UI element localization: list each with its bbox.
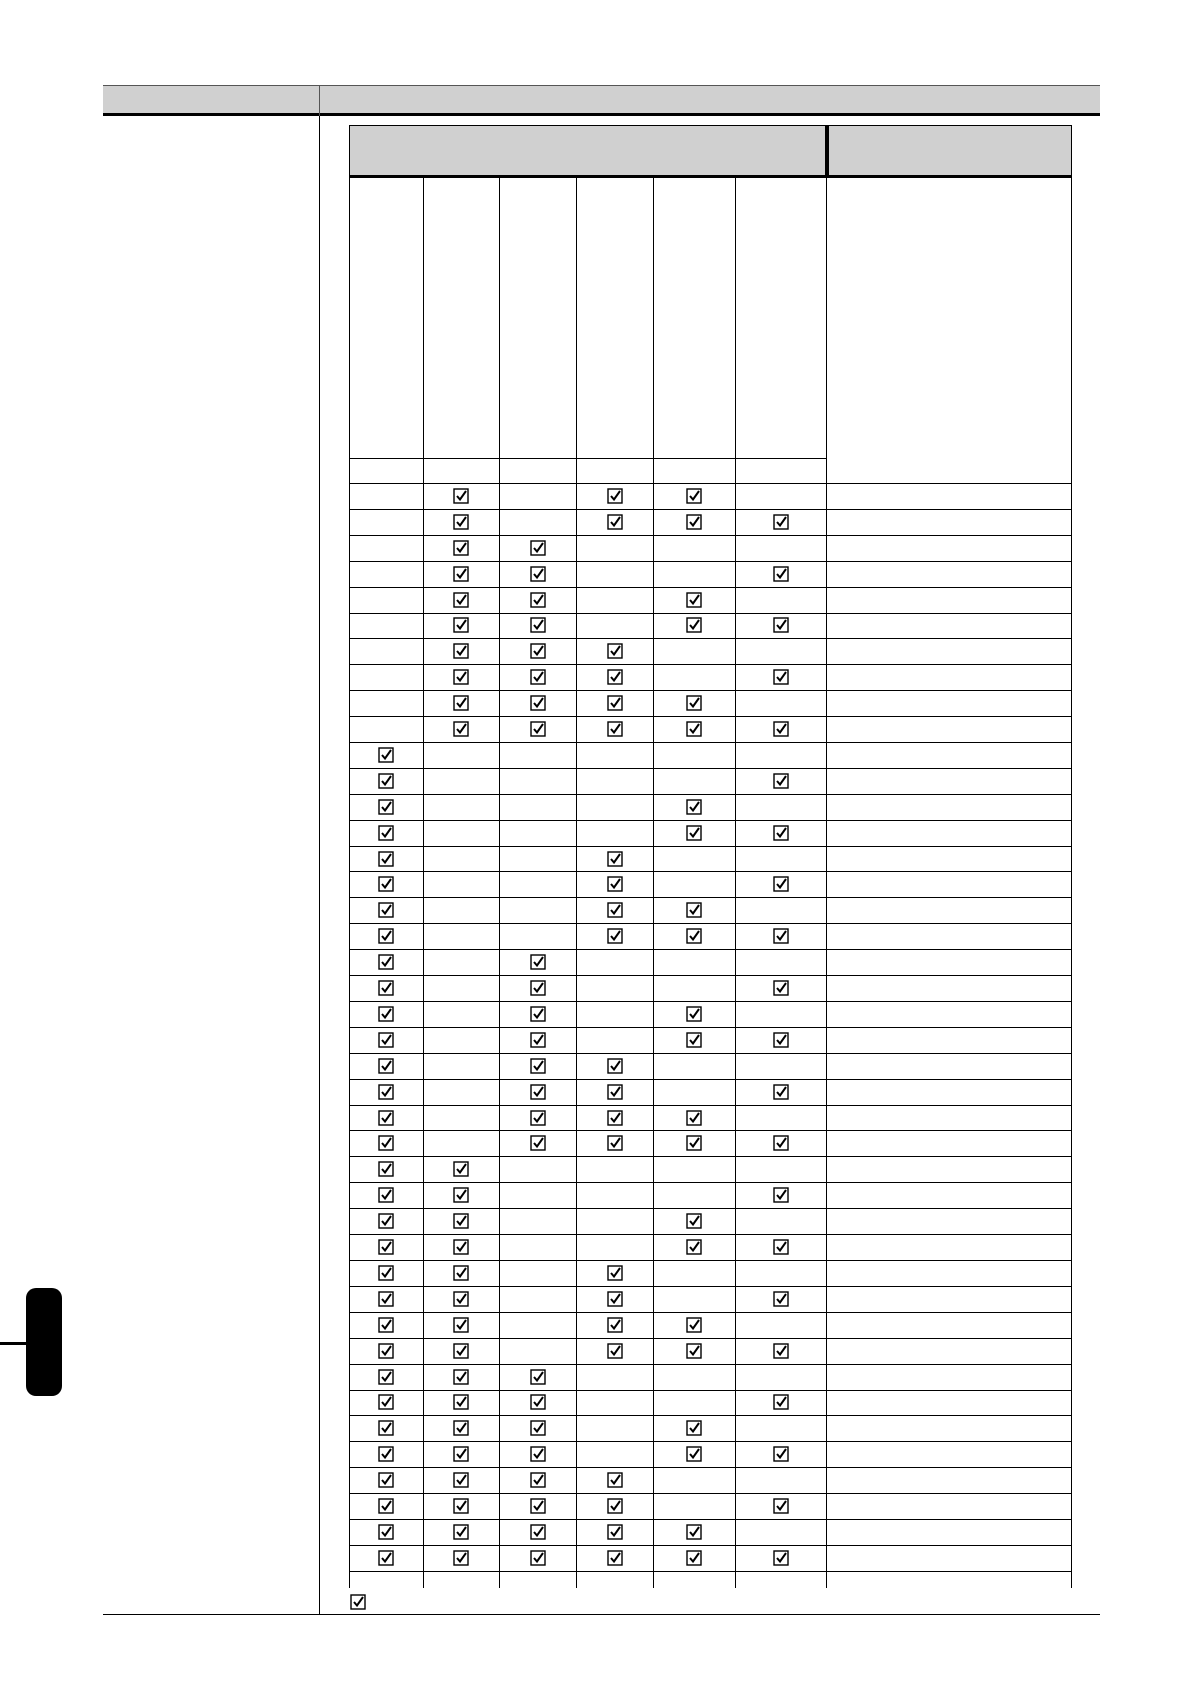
checked-box-icon: [772, 668, 790, 686]
table-row-rule: [349, 949, 1072, 950]
checked-box-icon: [529, 1471, 547, 1489]
checked-box-icon: [606, 720, 624, 738]
table-row-rule: [349, 1493, 1072, 1494]
checked-box-icon: [377, 1290, 395, 1308]
checked-box-icon: [452, 694, 470, 712]
checked-box-icon: [452, 720, 470, 738]
checked-box-icon: [377, 1264, 395, 1282]
checked-box-icon: [606, 1342, 624, 1360]
checked-box-icon: [529, 539, 547, 557]
checked-box-icon: [377, 1393, 395, 1411]
checked-box-icon: [685, 720, 703, 738]
table-row-rule: [349, 1260, 1072, 1261]
checked-box-icon: [529, 668, 547, 686]
checked-box-icon: [772, 720, 790, 738]
checked-box-icon: [606, 1057, 624, 1075]
checked-box-icon: [452, 668, 470, 686]
checked-box-icon: [606, 875, 624, 893]
checked-box-icon: [452, 1368, 470, 1386]
checked-box-icon: [377, 772, 395, 790]
column-divider: [735, 178, 736, 1588]
checked-box-icon: [772, 616, 790, 634]
checked-box-icon: [685, 1419, 703, 1437]
checked-box-icon: [529, 953, 547, 971]
checked-box-icon: [529, 720, 547, 738]
checked-box-icon: [377, 927, 395, 945]
checked-box-icon: [452, 487, 470, 505]
checked-box-icon: [377, 1109, 395, 1127]
checked-box-icon: [529, 1393, 547, 1411]
table-border-left: [349, 178, 350, 1588]
checked-box-icon: [452, 616, 470, 634]
checked-box-icon: [377, 1083, 395, 1101]
checked-box-icon: [685, 487, 703, 505]
checked-box-icon: [685, 901, 703, 919]
checked-box-icon: [452, 1316, 470, 1334]
checked-box-icon: [529, 1497, 547, 1515]
checked-box-icon: [452, 1264, 470, 1282]
table-row-rule: [349, 768, 1072, 769]
checked-box-icon: [529, 642, 547, 660]
checked-box-icon: [452, 1445, 470, 1463]
checked-box-icon: [377, 979, 395, 997]
checked-box-icon: [529, 1083, 547, 1101]
table-border-right: [1071, 178, 1072, 1588]
checked-box-icon: [452, 1238, 470, 1256]
column-divider: [423, 178, 424, 1588]
checked-box-icon: [377, 1212, 395, 1230]
checked-box-icon: [685, 1031, 703, 1049]
table-row-rule: [349, 1156, 1072, 1157]
checked-box-icon: [772, 772, 790, 790]
checked-box-icon: [606, 850, 624, 868]
table-row-rule: [349, 1234, 1072, 1235]
checked-box-icon: [377, 824, 395, 842]
table-row-rule: [349, 1079, 1072, 1080]
table-row-rule: [349, 846, 1072, 847]
table-row-rule: [349, 1286, 1072, 1287]
table-row-rule: [349, 1312, 1072, 1313]
table-row-rule: [349, 1130, 1072, 1131]
top-header-bar: [103, 85, 1100, 116]
checked-box-icon: [606, 487, 624, 505]
bottom-rule: [103, 1614, 1100, 1615]
checked-box-icon: [606, 668, 624, 686]
checked-box-icon: [685, 1109, 703, 1127]
checked-box-icon: [772, 565, 790, 583]
checked-box-icon: [377, 798, 395, 816]
left-column-divider: [319, 116, 320, 1615]
checked-box-icon: [377, 1005, 395, 1023]
checked-box-icon: [606, 901, 624, 919]
checked-box-icon: [529, 591, 547, 609]
checked-box-icon: [606, 1134, 624, 1152]
table-row-rule: [349, 587, 1072, 588]
table-row-rule: [349, 716, 1072, 717]
checked-box-icon: [377, 1342, 395, 1360]
table-row-rule: [349, 820, 1072, 821]
checked-box-icon: [529, 1445, 547, 1463]
checked-box-icon: [772, 1238, 790, 1256]
checked-box-icon: [529, 694, 547, 712]
checked-box-icon: [685, 824, 703, 842]
checked-box-icon: [452, 1212, 470, 1230]
column-divider: [499, 178, 500, 1588]
checked-box-icon: [685, 694, 703, 712]
checked-box-icon: [377, 1160, 395, 1178]
checked-box-icon: [685, 1549, 703, 1567]
checked-box-icon: [685, 1134, 703, 1152]
option-matrix-table: [349, 178, 1072, 1588]
checked-box-icon: [377, 1523, 395, 1541]
checked-box-icon: [772, 1134, 790, 1152]
description-column-divider: [826, 178, 827, 1588]
checked-box-icon: [606, 1471, 624, 1489]
table-row-rule: [349, 1571, 1072, 1572]
checked-box-icon: [685, 798, 703, 816]
checked-box-icon: [685, 1523, 703, 1541]
checked-box-icon: [772, 979, 790, 997]
table-row-rule: [349, 1467, 1072, 1468]
checked-box-icon: [772, 824, 790, 842]
checked-box-icon: [685, 513, 703, 531]
table-row-rule: [349, 638, 1072, 639]
table-row-rule: [349, 1027, 1072, 1028]
checked-box-icon: [606, 1083, 624, 1101]
checked-box-icon: [377, 1445, 395, 1463]
checked-box-icon: [452, 1186, 470, 1204]
checked-box-icon: [452, 565, 470, 583]
column-title-rule: [349, 458, 826, 459]
checked-box-icon: [685, 591, 703, 609]
checked-box-icon: [452, 1523, 470, 1541]
table-row-rule: [349, 794, 1072, 795]
checked-box-icon: [529, 616, 547, 634]
checked-box-icon: [529, 1368, 547, 1386]
checked-box-icon: [772, 1290, 790, 1308]
checked-box-icon: [685, 616, 703, 634]
checked-box-icon: [452, 513, 470, 531]
checked-box-icon: [606, 1497, 624, 1515]
checked-box-icon: [452, 1471, 470, 1489]
checked-box-icon: [377, 1549, 395, 1567]
column-divider: [576, 178, 577, 1588]
checked-box-icon: [377, 953, 395, 971]
checked-box-icon: [606, 1523, 624, 1541]
checked-box-icon: [772, 1186, 790, 1204]
table-row-rule: [349, 1441, 1072, 1442]
table-row-rule: [349, 1053, 1072, 1054]
checked-box-icon: [377, 1316, 395, 1334]
checked-box-icon: [685, 1005, 703, 1023]
checked-box-icon: [377, 1471, 395, 1489]
checked-box-icon: [377, 1238, 395, 1256]
checked-box-icon: [452, 1342, 470, 1360]
checked-box-icon: [377, 1497, 395, 1515]
table-row-rule: [349, 975, 1072, 976]
checked-box-icon: [606, 1316, 624, 1334]
checked-box-icon: [772, 875, 790, 893]
table-row-rule: [349, 1208, 1072, 1209]
table-row-rule: [349, 1390, 1072, 1391]
checked-box-icon: [452, 1290, 470, 1308]
body-top-rule: [349, 483, 1072, 484]
checked-box-icon: [606, 694, 624, 712]
checked-box-icon: [685, 927, 703, 945]
checked-box-icon: [685, 1316, 703, 1334]
checked-box-icon: [377, 901, 395, 919]
checked-box-icon: [529, 1523, 547, 1541]
checked-box-icon: [452, 1497, 470, 1515]
checked-box-icon: [606, 1264, 624, 1282]
checked-box-icon: [772, 513, 790, 531]
checked-box-icon: [377, 1031, 395, 1049]
table-row-rule: [349, 690, 1072, 691]
grid-header-options: [349, 125, 826, 178]
checked-box-icon: [452, 539, 470, 557]
checked-box-icon: [772, 1497, 790, 1515]
checked-box-icon: [772, 1549, 790, 1567]
table-row-rule: [349, 613, 1072, 614]
checked-box-icon: [606, 927, 624, 945]
checked-box-icon: [606, 1549, 624, 1567]
checked-box-icon: [685, 1445, 703, 1463]
table-row-rule: [349, 509, 1072, 510]
checked-box-icon: [452, 642, 470, 660]
checked-box-icon: [529, 1134, 547, 1152]
checked-box-icon: [685, 1238, 703, 1256]
table-row-rule: [349, 561, 1072, 562]
checked-box-icon: [377, 1134, 395, 1152]
footnote-checked-box-icon: [349, 1593, 367, 1611]
checked-box-icon: [529, 1057, 547, 1075]
column-divider: [653, 178, 654, 1588]
table-row-rule: [349, 1519, 1072, 1520]
checked-box-icon: [377, 875, 395, 893]
checked-box-icon: [772, 1445, 790, 1463]
table-row-rule: [349, 1364, 1072, 1365]
checked-box-icon: [685, 1212, 703, 1230]
checked-box-icon: [377, 746, 395, 764]
checked-box-icon: [529, 1005, 547, 1023]
checked-box-icon: [772, 1083, 790, 1101]
table-row-rule: [349, 1105, 1072, 1106]
checked-box-icon: [606, 513, 624, 531]
checked-box-icon: [529, 1549, 547, 1567]
checked-box-icon: [377, 1057, 395, 1075]
table-row-rule: [349, 871, 1072, 872]
checked-box-icon: [377, 850, 395, 868]
top-header-divider: [319, 85, 320, 116]
table-row-rule: [349, 742, 1072, 743]
table-row-rule: [349, 1182, 1072, 1183]
checked-box-icon: [685, 1342, 703, 1360]
checked-box-icon: [452, 1549, 470, 1567]
checked-box-icon: [606, 1290, 624, 1308]
checked-box-icon: [772, 1031, 790, 1049]
checked-box-icon: [452, 1419, 470, 1437]
table-row-rule: [349, 535, 1072, 536]
grid-header-description: [826, 125, 1072, 178]
table-row-rule: [349, 1415, 1072, 1416]
checked-box-icon: [452, 1393, 470, 1411]
checked-box-icon: [606, 1109, 624, 1127]
checked-box-icon: [772, 1342, 790, 1360]
checked-box-icon: [452, 1160, 470, 1178]
table-row-rule: [349, 1338, 1072, 1339]
checked-box-icon: [377, 1186, 395, 1204]
checked-box-icon: [377, 1419, 395, 1437]
checked-box-icon: [772, 1393, 790, 1411]
table-row-rule: [349, 923, 1072, 924]
checked-box-icon: [529, 1109, 547, 1127]
section-tab: [26, 1288, 62, 1396]
table-row-rule: [349, 664, 1072, 665]
checked-box-icon: [529, 979, 547, 997]
checked-box-icon: [772, 927, 790, 945]
checked-box-icon: [529, 1031, 547, 1049]
checked-box-icon: [606, 642, 624, 660]
checked-box-icon: [529, 565, 547, 583]
table-row-rule: [349, 1545, 1072, 1546]
checked-box-icon: [377, 1368, 395, 1386]
table-row-rule: [349, 897, 1072, 898]
checked-box-icon: [452, 591, 470, 609]
checked-box-icon: [529, 1419, 547, 1437]
table-row-rule: [349, 1001, 1072, 1002]
